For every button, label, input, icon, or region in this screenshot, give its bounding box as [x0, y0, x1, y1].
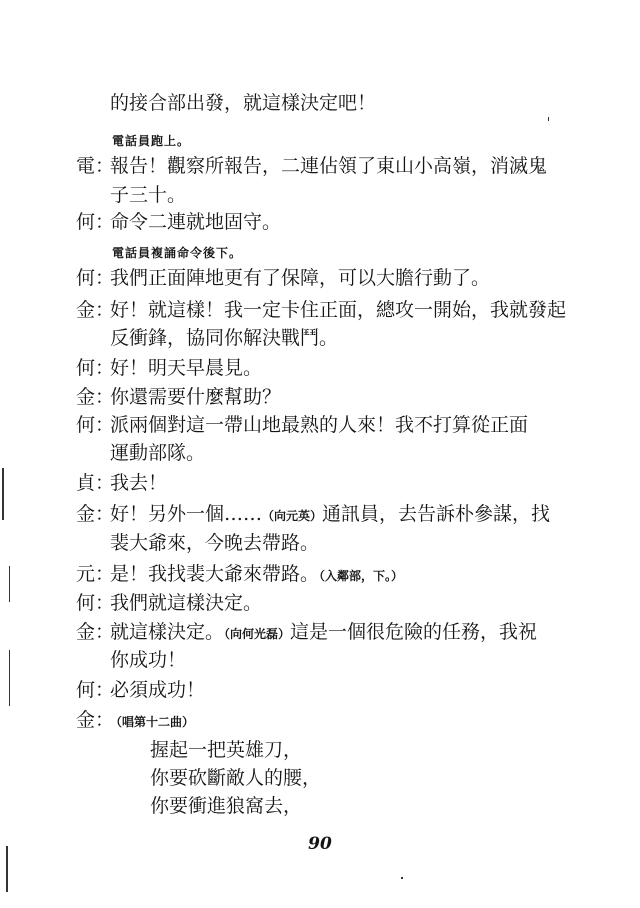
- dialogue-text: 你成功！: [110, 649, 187, 671]
- dialogue-text-with-direction: [110, 502, 550, 528]
- song-direction: [110, 708, 194, 734]
- dialogue-text: 就這樣決定。: [110, 621, 225, 643]
- dialogue-text: 子三十。: [110, 184, 187, 206]
- speaker-label: 何：: [76, 357, 115, 379]
- dialogue-text: 的接合部出發，就這樣決定吧！: [110, 92, 377, 114]
- speaker-label: 何：: [76, 414, 115, 436]
- dialogue-text-with-direction: [110, 562, 403, 588]
- dialogue-text: 報告！觀察所報告，二連佔領了東山小高嶺，消滅鬼: [110, 155, 548, 177]
- scan-speck: [401, 877, 403, 879]
- speaker-label: 何：: [76, 679, 115, 701]
- direction-text: 電話員跑上。: [112, 134, 191, 148]
- verse-text: 握起一把英雄刀，: [150, 739, 303, 761]
- dialogue-text: 命令二連就地固守。: [110, 211, 282, 233]
- dialogue-text-with-direction: [110, 620, 537, 646]
- speaker-label: 何：: [76, 592, 115, 614]
- dialogue-text-cont: 這是一個很危險的任務，我祝: [290, 621, 538, 643]
- dialogue-text: 你還需要什麼幫助？: [110, 386, 282, 408]
- verse-text: 你要衝進狼窩去，: [150, 795, 303, 817]
- dialogue-text: 好！就這樣！我一定卡住正面，總攻一開始，我就發起: [110, 299, 567, 321]
- scan-mark: [2, 468, 4, 520]
- dialogue-text: 是！我找裴大爺來帶路。: [110, 563, 320, 585]
- dialogue-text: 我們正面陣地更有了保障，可以大膽行動了。: [110, 267, 491, 289]
- speaker-label: 元：: [76, 563, 115, 585]
- page-number: 90: [308, 834, 332, 854]
- dialogue-text: 好！明天早晨見。: [110, 357, 263, 379]
- scan-mark: [9, 566, 10, 602]
- dialogue-text: 裴大爺來，今晚去帶路。: [110, 532, 320, 554]
- speaker-label: 金：: [76, 386, 115, 408]
- dialogue-text: 派兩個對這一帶山地最熟的人來！我不打算從正面: [110, 414, 529, 436]
- dialogue-text-cont: 通訊員，去告訴朴參謀，找: [322, 503, 551, 525]
- dialogue-text: 反衝鋒，協同你解決戰鬥。: [110, 327, 339, 349]
- dialogue-text: 我們就這樣決定。: [110, 592, 263, 614]
- dialogue-text: 好！另外一個……: [110, 503, 263, 525]
- inline-direction: （入鄰部，下。）: [319, 569, 404, 583]
- speaker-label: 金：: [76, 299, 115, 321]
- dialogue-text: 運動部隊。: [110, 442, 206, 464]
- scan-speck: [548, 117, 549, 121]
- verse-text: 你要砍斷敵人的腰，: [150, 767, 322, 789]
- speaker-label: 何：: [76, 267, 115, 289]
- inline-direction: （唱第十二曲）: [110, 715, 195, 729]
- dialogue-text: 必須成功！: [110, 679, 206, 701]
- inline-direction: （向何光磊）: [224, 627, 291, 641]
- speaker-label: 金：: [76, 709, 115, 731]
- speaker-label: 何：: [76, 211, 115, 233]
- scan-mark: [9, 650, 10, 706]
- speaker-label: 貞：: [76, 472, 115, 494]
- speaker-label: 金：: [76, 503, 115, 525]
- direction-text: 電話員複誦命令後下。: [112, 246, 243, 260]
- speaker-label: 電：: [76, 155, 115, 177]
- scan-mark: [6, 846, 8, 892]
- speaker-label: 金：: [76, 621, 115, 643]
- dialogue-text: 我去！: [110, 472, 168, 494]
- inline-direction: （向元英）: [262, 509, 323, 523]
